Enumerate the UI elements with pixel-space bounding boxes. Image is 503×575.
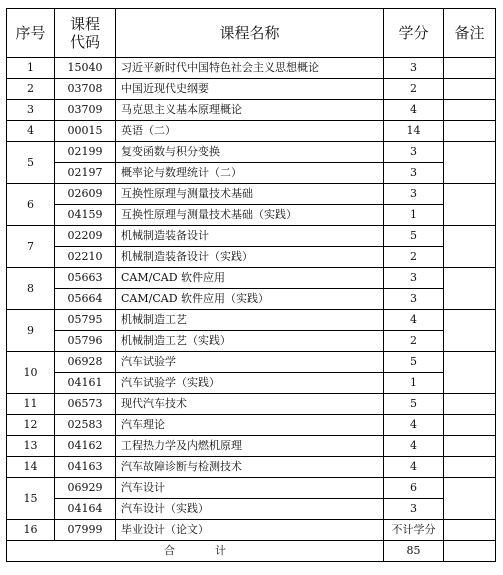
course-table xyxy=(6,8,496,562)
total-label-1: 合 xyxy=(164,544,175,557)
course-credit: 5 xyxy=(384,394,444,415)
row-index: 16 xyxy=(7,520,55,541)
table-row xyxy=(7,142,496,163)
course-credit: 1 xyxy=(384,205,444,226)
course-name: 机械制造工艺（实践） xyxy=(116,331,384,352)
course-name: 汽车试验学（实践） xyxy=(116,373,384,394)
total-credit: 85 xyxy=(384,541,444,562)
table-row xyxy=(7,520,496,541)
course-credit: 3 xyxy=(384,268,444,289)
course-credit: 3 xyxy=(384,184,444,205)
table-row xyxy=(7,394,496,415)
total-note xyxy=(444,541,496,562)
course-credit: 4 xyxy=(384,436,444,457)
course-credit: 2 xyxy=(384,331,444,352)
course-code: 02209 xyxy=(55,226,116,247)
course-credit: 不计学分 xyxy=(384,520,444,541)
course-code: 03709 xyxy=(55,100,116,121)
table-row xyxy=(7,58,496,79)
row-index: 12 xyxy=(7,415,55,436)
course-note xyxy=(444,436,496,457)
course-name: 机械制造装备设计（实践） xyxy=(116,247,384,268)
course-name: 中国近现代史纲要 xyxy=(116,79,384,100)
course-body xyxy=(7,58,496,541)
course-name: 现代汽车技术 xyxy=(116,394,384,415)
table-row xyxy=(7,247,496,268)
course-credit: 4 xyxy=(384,310,444,331)
course-code: 02199 xyxy=(55,142,116,163)
course-name: 机械制造工艺 xyxy=(116,310,384,331)
table-row xyxy=(7,289,496,310)
total-label xyxy=(7,541,384,562)
course-note xyxy=(444,520,496,541)
course-note xyxy=(444,184,496,226)
course-code: 07999 xyxy=(55,520,116,541)
row-index: 7 xyxy=(7,226,55,268)
course-note xyxy=(444,478,496,520)
course-credit: 2 xyxy=(384,247,444,268)
course-code: 04159 xyxy=(55,205,116,226)
table-row xyxy=(7,163,496,184)
row-index: 5 xyxy=(7,142,55,184)
course-name: 概率论与数理统计（二） xyxy=(116,163,384,184)
table-row xyxy=(7,478,496,499)
total-label-2: 计 xyxy=(215,544,226,557)
course-credit: 14 xyxy=(384,121,444,142)
row-index: 4 xyxy=(7,121,55,142)
course-code: 05796 xyxy=(55,331,116,352)
course-code: 00015 xyxy=(55,121,116,142)
course-name: CAM/CAD 软件应用 xyxy=(116,268,384,289)
course-credit: 3 xyxy=(384,289,444,310)
course-note xyxy=(444,352,496,394)
row-index: 1 xyxy=(7,58,55,79)
row-index: 6 xyxy=(7,184,55,226)
course-name: 互换性原理与测量技术基础（实践） xyxy=(116,205,384,226)
course-credit: 4 xyxy=(384,457,444,478)
course-name: 汽车设计 xyxy=(116,478,384,499)
course-credit: 3 xyxy=(384,58,444,79)
course-code: 04163 xyxy=(55,457,116,478)
table-row xyxy=(7,226,496,247)
course-name: 互换性原理与测量技术基础 xyxy=(116,184,384,205)
table-row xyxy=(7,436,496,457)
row-index: 15 xyxy=(7,478,55,520)
course-credit: 3 xyxy=(384,163,444,184)
course-name: 习近平新时代中国特色社会主义思想概论 xyxy=(116,58,384,79)
table-row xyxy=(7,352,496,373)
course-credit: 1 xyxy=(384,373,444,394)
table-row xyxy=(7,121,496,142)
table-row xyxy=(7,184,496,205)
total-row xyxy=(7,541,496,562)
table-row xyxy=(7,100,496,121)
row-index: 14 xyxy=(7,457,55,478)
row-index: 13 xyxy=(7,436,55,457)
course-credit: 4 xyxy=(384,415,444,436)
row-index: 2 xyxy=(7,79,55,100)
header-code-line1: 课程 xyxy=(69,15,100,33)
table-row xyxy=(7,79,496,100)
course-credit: 4 xyxy=(384,100,444,121)
row-index: 3 xyxy=(7,100,55,121)
course-note xyxy=(444,394,496,415)
course-name: 汽车故障诊断与检测技术 xyxy=(116,457,384,478)
course-note xyxy=(444,142,496,184)
course-credit: 6 xyxy=(384,478,444,499)
course-name: 机械制造装备设计 xyxy=(116,226,384,247)
course-code: 05663 xyxy=(55,268,116,289)
course-note xyxy=(444,100,496,121)
course-name: 汽车理论 xyxy=(116,415,384,436)
course-code: 06929 xyxy=(55,478,116,499)
course-credit: 2 xyxy=(384,79,444,100)
row-index: 8 xyxy=(7,268,55,310)
course-code: 02583 xyxy=(55,415,116,436)
course-credit: 3 xyxy=(384,142,444,163)
course-code: 04161 xyxy=(55,373,116,394)
header-row xyxy=(7,9,496,58)
header-code-line2: 代码 xyxy=(69,33,100,51)
course-name: 工程热力学及内燃机原理 xyxy=(116,436,384,457)
course-name: 英语（二） xyxy=(116,121,384,142)
table-row xyxy=(7,373,496,394)
table-row xyxy=(7,310,496,331)
course-code: 02210 xyxy=(55,247,116,268)
course-code: 05664 xyxy=(55,289,116,310)
course-code: 02609 xyxy=(55,184,116,205)
table-row xyxy=(7,268,496,289)
course-code: 06573 xyxy=(55,394,116,415)
course-note xyxy=(444,226,496,268)
row-index: 10 xyxy=(7,352,55,394)
course-note xyxy=(444,268,496,310)
course-note xyxy=(444,415,496,436)
table-row xyxy=(7,499,496,520)
course-credit: 3 xyxy=(384,499,444,520)
course-code: 04164 xyxy=(55,499,116,520)
course-name: 汽车设计（实践） xyxy=(116,499,384,520)
course-code: 02197 xyxy=(55,163,116,184)
course-code: 03708 xyxy=(55,79,116,100)
course-credit: 5 xyxy=(384,226,444,247)
course-code: 05795 xyxy=(55,310,116,331)
course-note xyxy=(444,79,496,100)
course-name: 马克思主义基本原理概论 xyxy=(116,100,384,121)
header-note: 备注 xyxy=(444,9,496,58)
course-name: CAM/CAD 软件应用（实践） xyxy=(116,289,384,310)
header-code xyxy=(55,9,116,58)
table-row xyxy=(7,415,496,436)
table-row xyxy=(7,331,496,352)
table-row xyxy=(7,205,496,226)
header-credit: 学分 xyxy=(384,9,444,58)
header-name: 课程名称 xyxy=(116,9,384,58)
table-row xyxy=(7,457,496,478)
course-code: 06928 xyxy=(55,352,116,373)
course-name: 复变函数与积分变换 xyxy=(116,142,384,163)
course-note xyxy=(444,121,496,142)
course-note xyxy=(444,457,496,478)
course-note xyxy=(444,58,496,79)
course-name: 毕业设计（论文） xyxy=(116,520,384,541)
course-note xyxy=(444,310,496,352)
row-index: 11 xyxy=(7,394,55,415)
course-credit: 5 xyxy=(384,352,444,373)
course-code: 04162 xyxy=(55,436,116,457)
course-code: 15040 xyxy=(55,58,116,79)
row-index: 9 xyxy=(7,310,55,352)
course-name: 汽车试验学 xyxy=(116,352,384,373)
header-index: 序号 xyxy=(7,9,55,58)
